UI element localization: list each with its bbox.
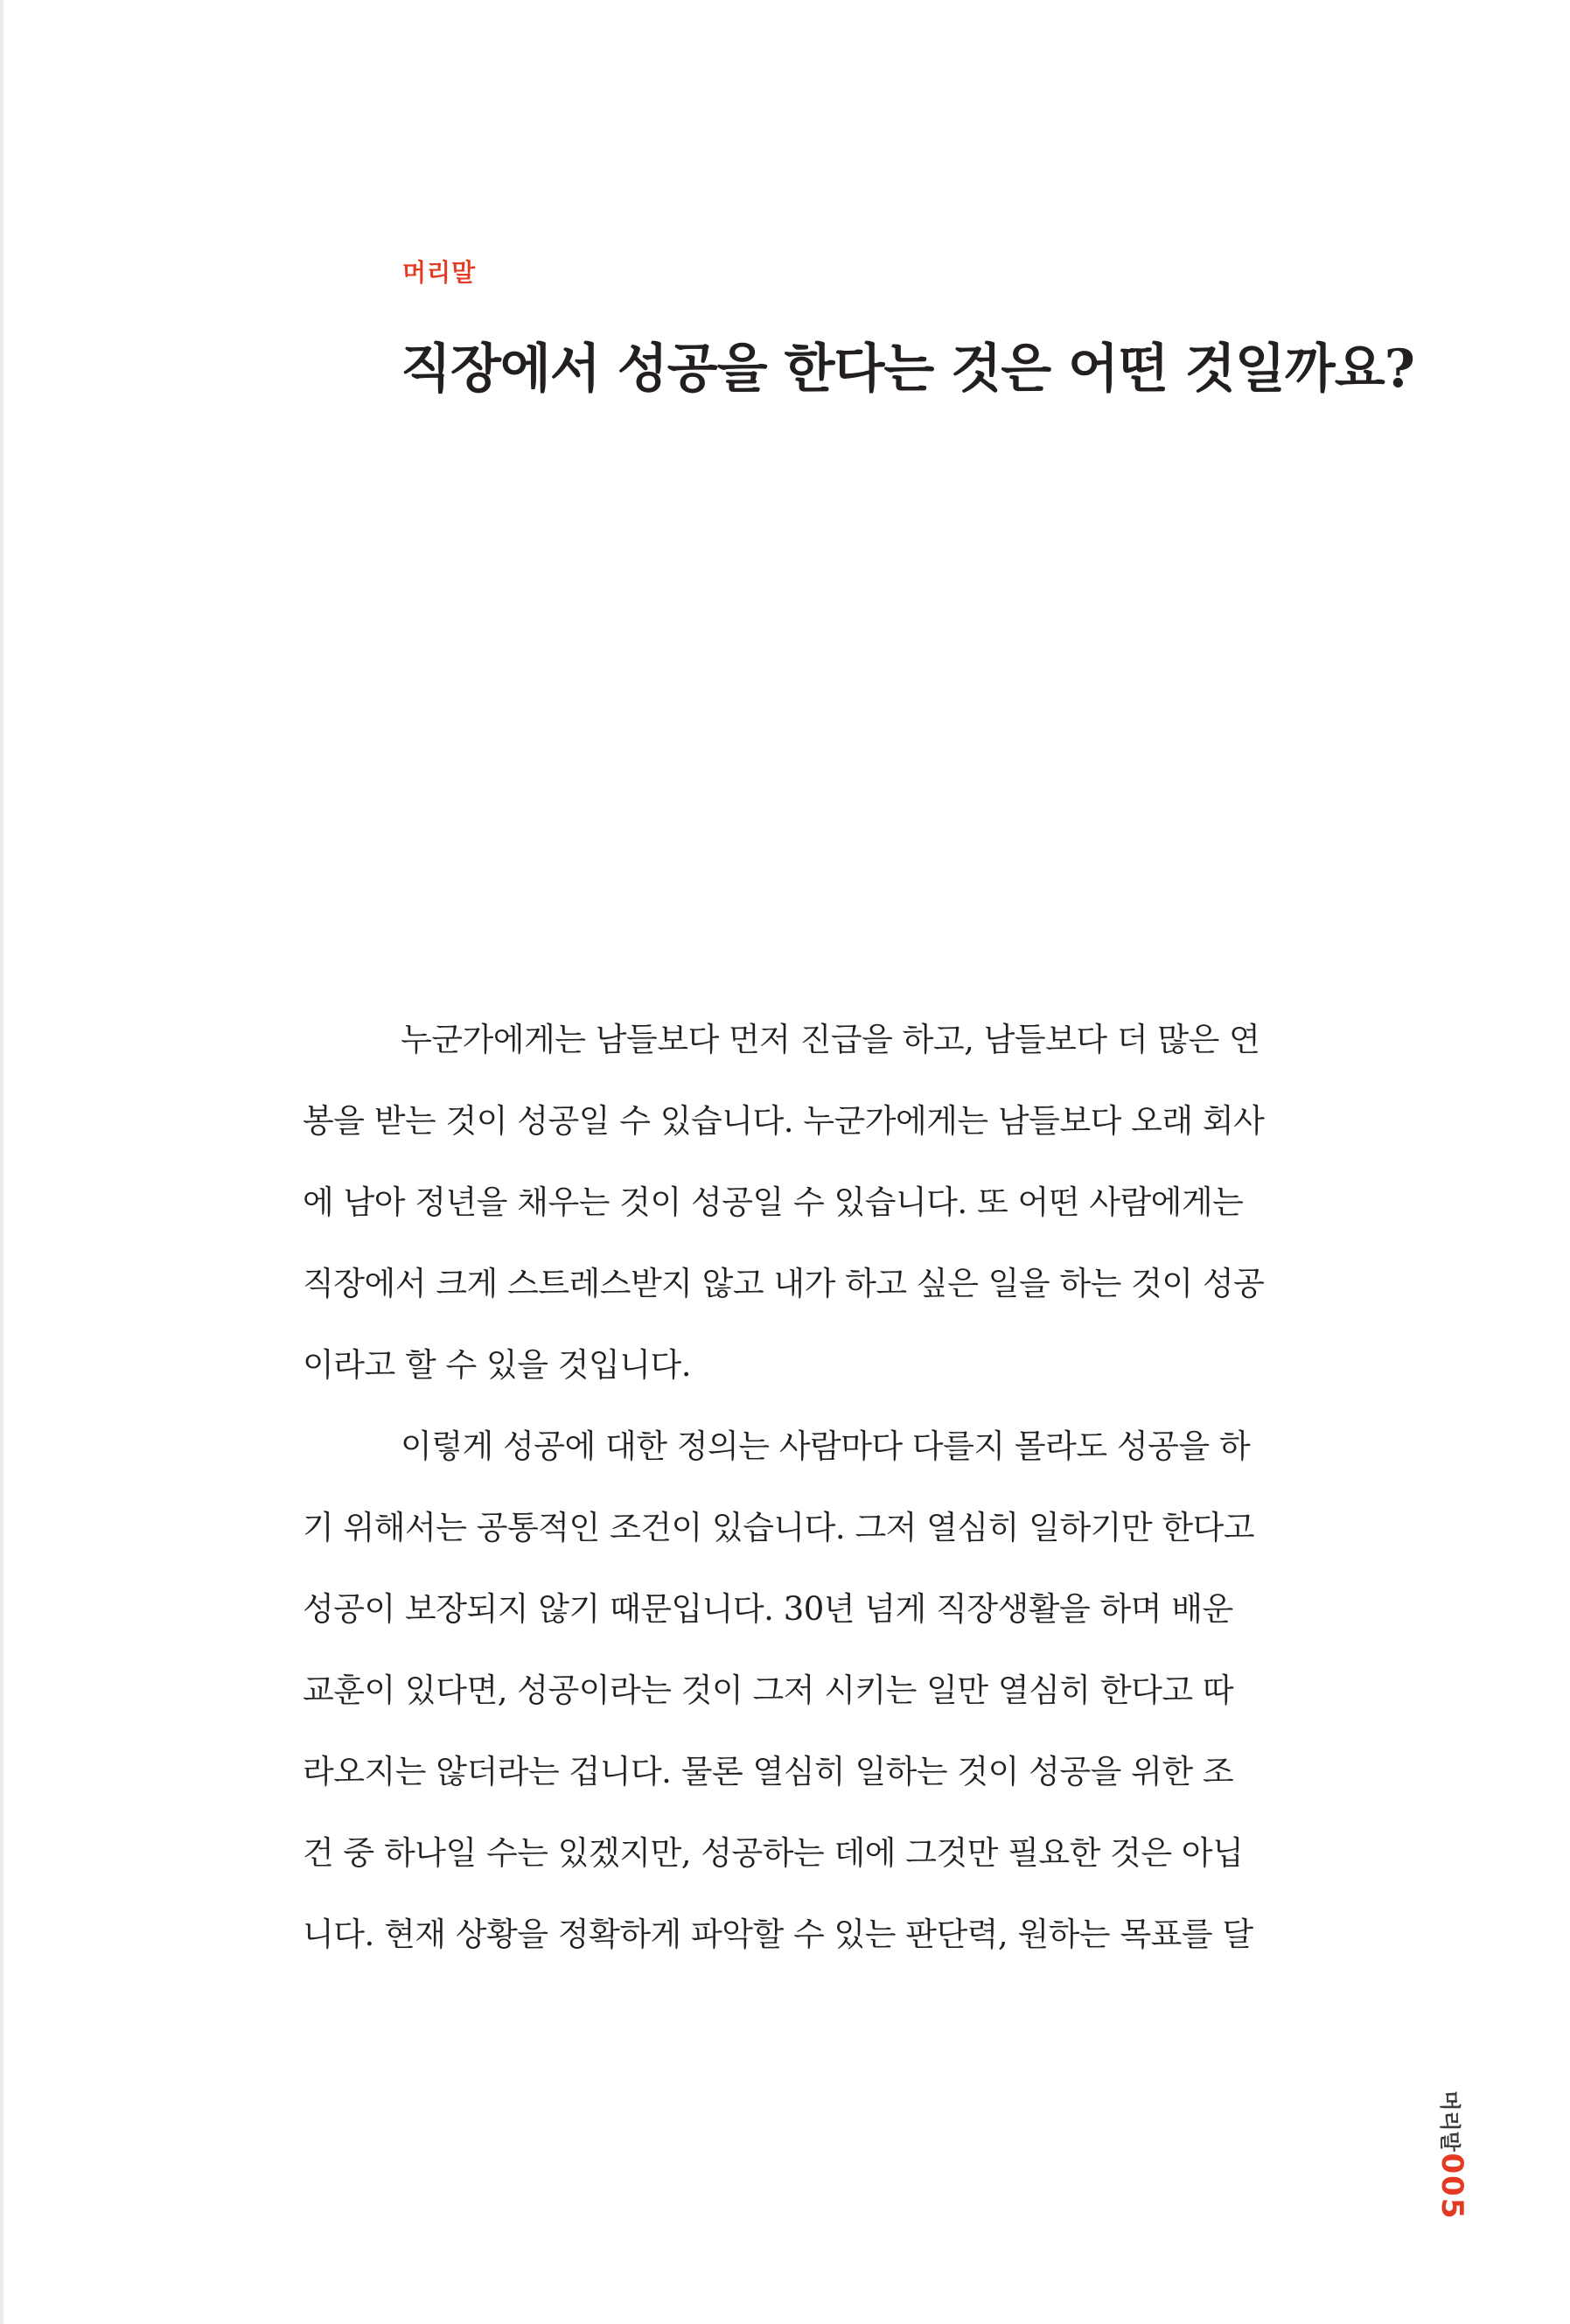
running-head-text: 머리말 <box>1437 2090 1462 2152</box>
text-line: 에 남아 정년을 채우는 것이 성공일 수 있습니다. 또 어떤 사람에게는 <box>303 1183 1244 1221</box>
text-line: 성공이 보장되지 않기 때문입니다. 30년 넘게 직장생활을 하며 배운 <box>303 1590 1233 1628</box>
text-line: 봉을 받는 것이 성공일 수 있습니다. 누군가에게는 남들보다 오래 회사 <box>303 1102 1265 1140</box>
text-line: 니다. 현재 상황을 정확하게 파악할 수 있는 판단력, 원하는 목표를 달 <box>303 1916 1253 1953</box>
text-line: 기 위해서는 공통적인 조건이 있습니다. 그저 열심히 일하기만 한다고 <box>303 1509 1255 1546</box>
page-edge <box>0 0 3 2324</box>
text-line: 누군가에게는 남들보다 먼저 진급을 하고, 남들보다 더 많은 연 <box>401 1021 1260 1058</box>
paragraph <box>303 999 1347 1406</box>
text-line: 교훈이 있다면, 성공이라는 것이 그저 시키는 일만 열심히 한다고 따 <box>303 1671 1234 1709</box>
page-number <box>1434 2139 1469 2235</box>
text-line: 이렇게 성공에 대한 정의는 사람마다 다를지 몰라도 성공을 하 <box>401 1427 1251 1465</box>
page-number-text: 005 <box>1434 2153 1469 2221</box>
text-line: 이라고 할 수 있을 것입니다. <box>303 1346 691 1384</box>
section-label: 머리말 <box>402 258 477 287</box>
text-line: 건 중 하나일 수는 있겠지만, 성공하는 데에 그것만 필요한 것은 아닙 <box>303 1834 1244 1872</box>
paragraph <box>303 1406 1347 1975</box>
body-text <box>303 999 1347 1975</box>
text-line: 직장에서 크게 스트레스받지 않고 내가 하고 싶은 일을 하는 것이 성공 <box>303 1265 1265 1302</box>
page-title: 직장에서 성공을 한다는 것은 어떤 것일까요? <box>401 338 1414 400</box>
text-line: 라오지는 않더라는 겁니다. 물론 열심히 일하는 것이 성공을 위한 조 <box>303 1753 1234 1790</box>
